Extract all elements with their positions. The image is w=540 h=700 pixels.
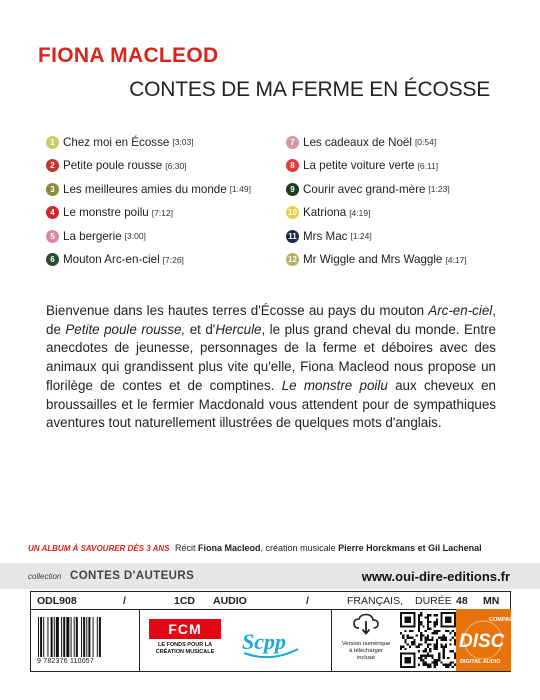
track-number-badge: 11: [286, 230, 299, 243]
album-title: CONTES DE MA FERME EN ÉCOSSE: [129, 78, 490, 101]
track-title: Chez moi en Écosse: [63, 135, 170, 149]
barcode-image: [36, 617, 133, 657]
fcm-logo: FCM LE FONDS POUR LA CRÉATION MUSICALE: [149, 619, 221, 655]
website-link[interactable]: www.oui-dire-editions.fr: [361, 569, 510, 584]
track-number-badge: 1: [46, 136, 59, 149]
track-duration: [1:23]: [428, 184, 450, 194]
track-item: [46, 206, 286, 220]
track-title: Petite poule rousse: [63, 159, 163, 172]
track-number-badge: 4: [46, 206, 59, 219]
product-info-bar: ODL908 / 1CD AUDIO / FRANÇAIS, DURÉE 48 MN: [30, 591, 511, 610]
track-number-badge: 2: [46, 159, 59, 172]
svg-text:DISC: DISC: [459, 631, 505, 652]
track-duration: [6:30]: [165, 160, 187, 171]
track-item: [286, 229, 516, 243]
track-item: [46, 253, 286, 267]
track-item: [286, 206, 516, 220]
track-duration: [7:26]: [162, 254, 184, 265]
track-title: Mouton Arc-en-ciel: [63, 253, 160, 266]
track-item: [286, 253, 516, 267]
track-number-badge: 8: [286, 159, 299, 172]
track-duration: [0:54]: [414, 137, 437, 147]
track-duration: [3:03]: [172, 137, 194, 147]
track-duration: [7:12]: [151, 207, 173, 218]
track-number-badge: 5: [46, 230, 59, 243]
compact-disc-logo: [456, 609, 517, 671]
svg-text:COMPACT: COMPACT: [489, 617, 517, 623]
svg-text:Scpp: Scpp: [242, 629, 286, 654]
track-number-badge: 6: [46, 253, 59, 266]
track-duration: [6:11]: [417, 160, 439, 171]
language-label: FRANÇAIS,: [347, 594, 404, 607]
barcode-number: 9 782376 110057: [37, 658, 94, 665]
age-tag: UN ALBUM À SAVOURER DÈS 3 ANS: [28, 544, 170, 553]
collection-label: collection: [28, 572, 62, 581]
qr-code[interactable]: [400, 612, 456, 668]
cd-count: 1CD: [174, 594, 196, 607]
track-title: Mrs Mac: [303, 229, 348, 243]
track-number-badge: 3: [46, 183, 59, 196]
track-item: [286, 159, 516, 173]
composer-names: Pierre Horckmans et Gil Lachenal: [338, 543, 482, 553]
duration-unit: MN: [483, 594, 500, 607]
track-title: Le monstre poilu: [63, 206, 149, 219]
cloud-download-icon: [352, 613, 380, 635]
digital-download-badge: Version numérique à télécharger incluse: [336, 613, 396, 662]
track-duration: [1:24]: [350, 231, 372, 241]
album-description: Bienvenue dans les hautes terres d'Écosse au pays du mouton Arc-en-ciel, de Petite poule rousse, et d'Hercule, le plus grand cheval du monde. Entre anecdotes de jeunesse, personnages de la ferme et déboires avec des animaux qui grandissent plus vite qu'elle, Fiona Macleod nous propose un florilège de contes et de comptines. Le monstre poilu aux cheveux en broussailles et le fermier Macdonald vous attendent pour de sympathiques aventures tout naturellement illustrées de quelques mots d'anglais.: [46, 303, 496, 431]
logo-strip: [30, 609, 517, 672]
track-number-badge: 12: [286, 253, 299, 266]
track-item: [46, 159, 286, 173]
track-duration: [1:49]: [229, 184, 251, 194]
track-number-badge: 9: [286, 183, 299, 196]
scpp-logo: [236, 619, 306, 661]
track-title: Katriona: [303, 206, 347, 219]
track-number-badge: 10: [286, 206, 299, 219]
credits-line: UN ALBUM À SAVOURER DÈS 3 ANS Récit Fiona Macleod, création musicale Pierre Horckmans et Gil Lachenal: [28, 543, 482, 553]
format-label: AUDIO: [213, 594, 247, 607]
track-duration: [3:00]: [124, 231, 146, 241]
collection-band: [0, 563, 540, 589]
track-number-badge: 7: [286, 136, 299, 149]
track-title: Courir avec grand-mère: [303, 182, 426, 196]
track-item: [46, 229, 286, 243]
duration-label: DURÉE: [415, 594, 452, 607]
catalog-ref: ODL908: [37, 594, 77, 607]
track-duration: [4:17]: [445, 254, 467, 265]
track-title: La petite voiture verte: [303, 159, 415, 172]
track-title: La bergerie: [63, 229, 122, 243]
track-title: Les meilleures amies du monde: [63, 182, 227, 196]
track-title: Mr Wiggle and Mrs Waggle: [303, 253, 443, 266]
collection-name: CONTES D'AUTEURS: [70, 570, 195, 582]
track-duration: [4:19]: [349, 207, 371, 218]
track-item: [46, 135, 286, 149]
svg-text:DIGITAL AUDIO: DIGITAL AUDIO: [460, 659, 501, 665]
track-list: [46, 135, 516, 267]
track-item: [286, 135, 516, 149]
track-title: Les cadeaux de Noël: [303, 135, 412, 149]
duration-value: 48: [456, 594, 468, 607]
narrator-name: Fiona Macleod: [198, 543, 261, 553]
track-item: [46, 182, 286, 196]
author-name: FIONA MACLEOD: [38, 44, 219, 67]
track-item: [286, 182, 516, 196]
